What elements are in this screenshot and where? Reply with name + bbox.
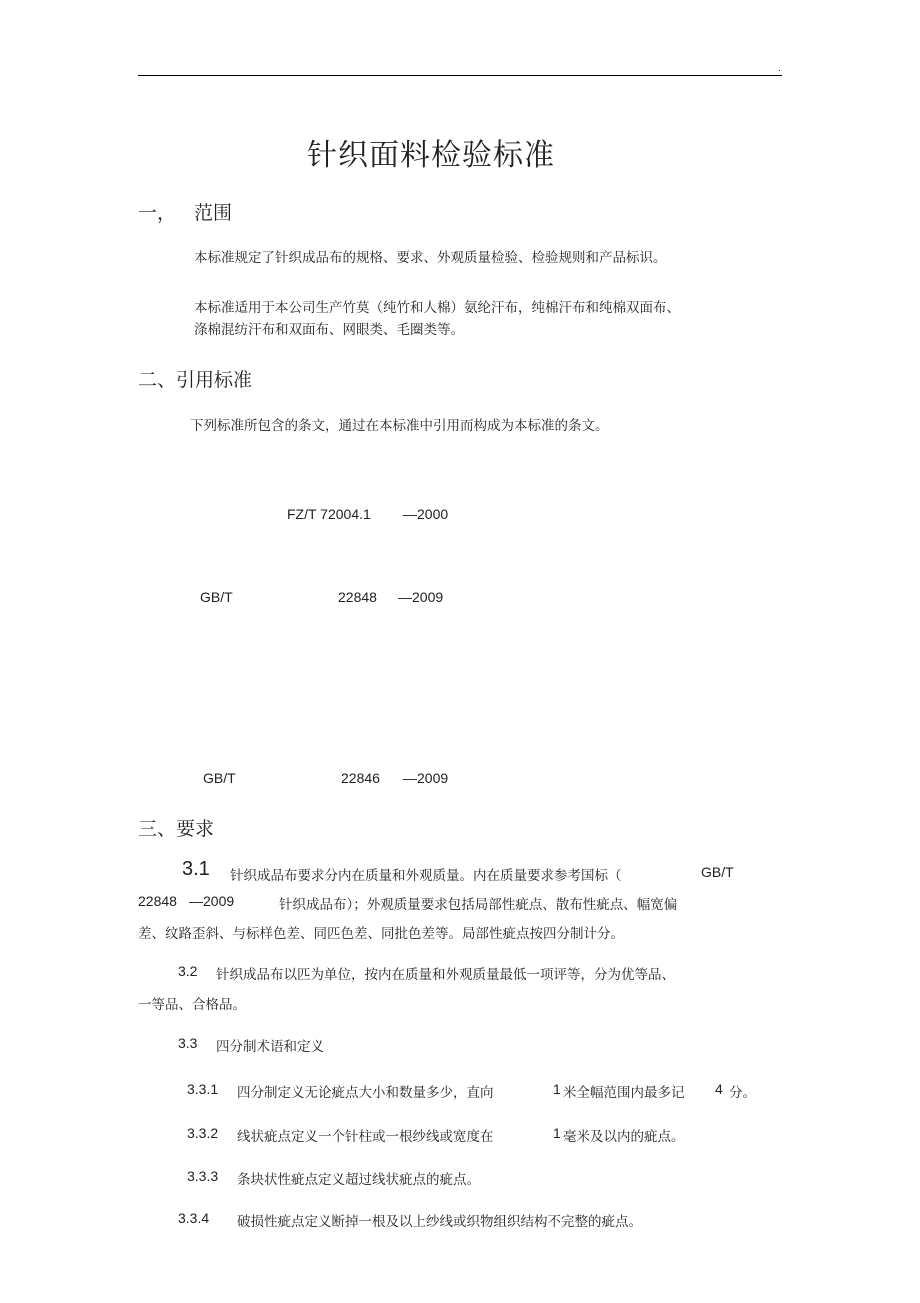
clause-3-3-1-value1: 1	[553, 1081, 561, 1097]
section1-number: 一，	[138, 202, 177, 224]
section3-heading: 三、要求	[138, 818, 215, 840]
clause-3-3-1-text: 四分制定义无论疵点大小和数量多少，直向	[237, 1085, 494, 1101]
clause-3-3-3-number: 3.3.3	[187, 1168, 219, 1184]
section1-paragraph2-line1: 本标准适用于本公司生产竹莫（纯竹和人棉）氨纶汗布，纯棉汗布和纯棉双面布、	[194, 300, 680, 316]
ref-code: GB/T	[200, 589, 233, 605]
clause-3-3-1-text3: 分。	[729, 1085, 756, 1101]
clause-3-3-4-text: 破损性疵点定义断掉一根及以上纱线或织物组织结构不完整的疵点。	[237, 1214, 642, 1230]
ref-year: —2009	[403, 770, 449, 786]
clause-3-3-4-number: 3.3.4	[178, 1210, 210, 1226]
clause-3-3-2-number: 3.3.2	[187, 1125, 219, 1141]
section2-heading: 二、引用标准	[138, 369, 253, 391]
clause-3-3-number: 3.3	[178, 1035, 198, 1051]
clause-3-3-1-number: 3.3.1	[187, 1081, 219, 1097]
clause-3-2-number: 3.2	[178, 963, 198, 979]
clause-3-1-year-ref: —2009	[189, 893, 235, 909]
ref-year: —2000	[403, 506, 449, 522]
section1-paragraph2-line2: 涤棉混纺汗布和双面布、网眼类、毛圈类等。	[194, 322, 464, 338]
clause-3-3-1-value2: 4	[715, 1081, 723, 1097]
page-title: 针织面料检验标准	[307, 138, 555, 173]
clause-3-3-3-text: 条块状性疵点定义超过线状疵点的疵点。	[237, 1172, 480, 1188]
clause-3-1-number: 3.1	[182, 858, 210, 880]
header-rule	[138, 75, 782, 76]
section1-heading: 范围	[194, 202, 233, 224]
clause-3-3-2-value1: 1	[553, 1125, 561, 1141]
clause-3-1-line1: 针织成品布要求分内在质量和外观质量。内在质量要求参考国标（	[230, 868, 622, 884]
clause-3-1-line2: 针织成品布）；外观质量要求包括局部性疵点、散布性疵点、幅宽偏	[279, 897, 678, 913]
clause-3-2-line2: 一等品、合格品。	[138, 997, 246, 1013]
section1-paragraph1: 本标准规定了针织成品布的规格、要求、外观质量检验、检验规则和产品标识。	[194, 250, 667, 266]
clause-3-1-code: GB/T	[701, 864, 734, 880]
clause-3-3-text: 四分制术语和定义	[216, 1039, 324, 1055]
clause-3-1-line3: 差、纹路歪斜、与标样色差、同匹色差、同批色差等。局部性疵点按四分制计分。	[138, 926, 624, 942]
header-mark: .	[778, 64, 781, 74]
clause-3-1-number-ref: 22848	[138, 893, 177, 909]
ref-number: 22846	[341, 770, 380, 786]
ref-code: FZ/T 72004.1	[287, 506, 371, 522]
ref-code: GB/T	[203, 770, 236, 786]
ref-year: —2009	[398, 589, 444, 605]
section2-intro: 下列标准所包含的条文，通过在本标准中引用而构成为本标准的条文。	[190, 418, 609, 434]
clause-3-2-line1: 针织成品布以匹为单位，按内在质量和外观质量最低一项评等，分为优等品、	[216, 967, 675, 983]
clause-3-3-2-text2: 毫米及以内的疵点。	[563, 1129, 685, 1145]
clause-3-3-2-text: 线状疵点定义一个针柱或一根纱线或宽度在	[237, 1129, 494, 1145]
clause-3-3-1-text2: 米全幅范围内最多记	[563, 1085, 685, 1101]
ref-number: 22848	[338, 589, 377, 605]
